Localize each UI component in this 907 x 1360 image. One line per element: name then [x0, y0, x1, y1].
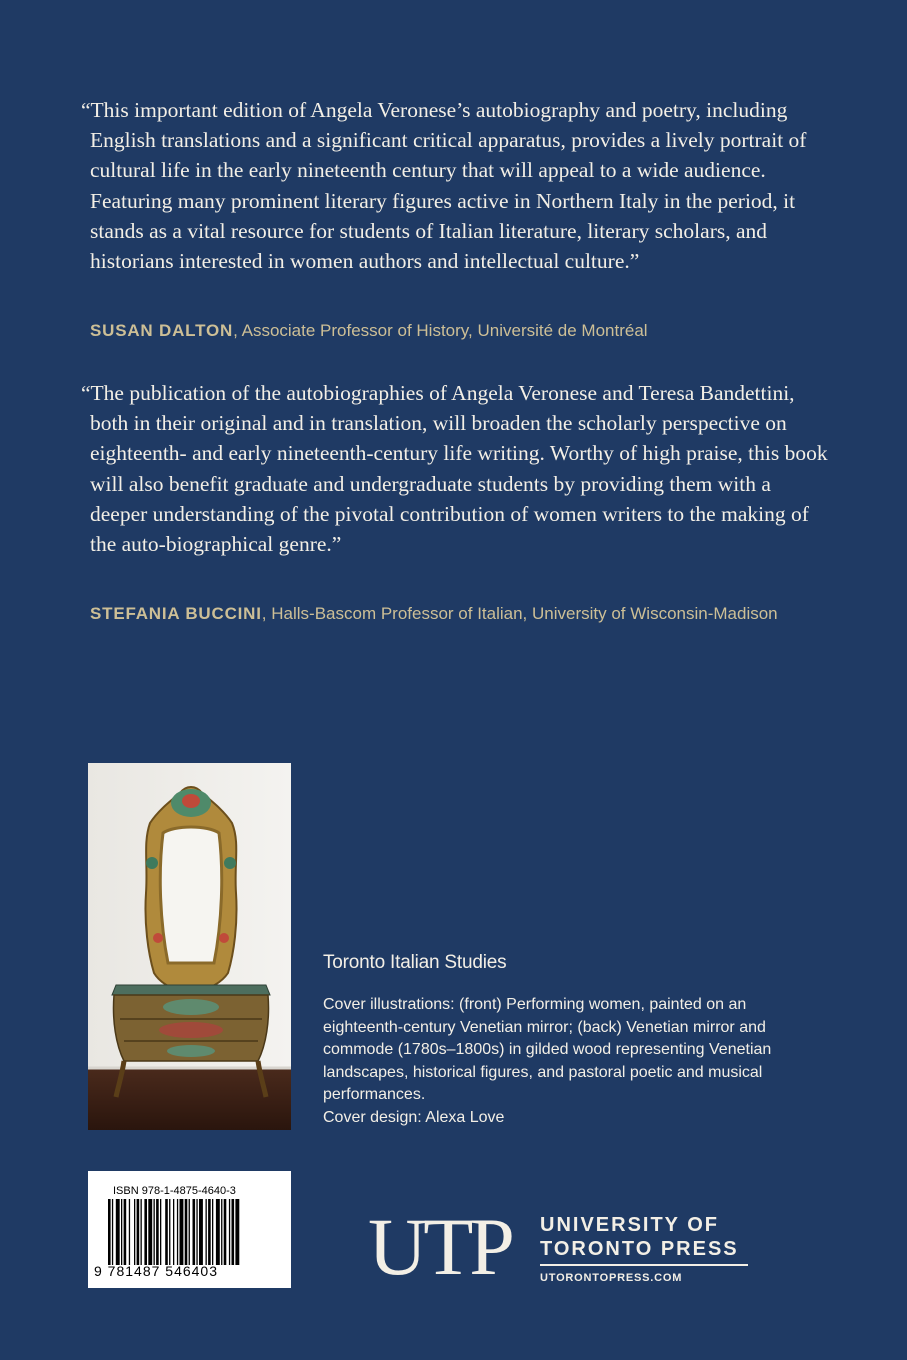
barcode-bar [185, 1199, 188, 1265]
barcode-bar [177, 1199, 178, 1265]
barcode-bar [173, 1199, 174, 1265]
barcode-bar [216, 1199, 220, 1265]
barcode-bar [121, 1199, 122, 1265]
barcode-bar [208, 1199, 211, 1265]
cover-credits [323, 994, 793, 1130]
barcode-bar [154, 1199, 155, 1265]
barcode-bar [199, 1199, 203, 1265]
barcode-bar [137, 1199, 140, 1265]
barcode-bar [189, 1199, 190, 1265]
barcode-bar [229, 1199, 230, 1265]
barcode-bar [196, 1199, 197, 1265]
cover-illustrations-credit: Cover illustrations: (front) Performing women, painted on an eighteenth-century Venetian mirror; (back) Venetian mirror and commode (1780s–1800s) in gilded wood representing Venetian landscapes, historical figures, and pastoral poetic and musical performances. [323, 996, 772, 1104]
series-title: Toronto Italian Studies [323, 952, 507, 973]
barcode-bar [156, 1199, 159, 1265]
barcode-icon [106, 1199, 278, 1265]
publisher-rule [540, 1264, 748, 1266]
barcode-bar [112, 1199, 113, 1265]
barcode-bar [165, 1199, 168, 1265]
barcode-bar [144, 1199, 147, 1265]
utp-logo: UTP [368, 1201, 511, 1292]
barcode-bar [180, 1199, 184, 1265]
blurb-quote-2: “The publication of the autobiographies of Angela Veronese and Teresa Bandettini, both in their original and in translation, will broaden the scholarly perspective on eighteenth- and early nineteenth-century life writing. Worthy of high praise, this book will also benefit graduate and undergraduate students by providing them with a deeper understanding of the pivotal contribution of women writers to the making of the auto-biographical genre.” [81, 381, 828, 557]
barcode-bar [212, 1199, 213, 1265]
attribution-role-2: , Halls-Bascom Professor of Italian, University of Wisconsin-Madison [261, 604, 778, 623]
barcode-bar [134, 1199, 135, 1265]
cover-design-credit: Cover design: Alexa Love [323, 1108, 505, 1126]
barcode-bar [160, 1199, 161, 1265]
barcode-bar [224, 1199, 227, 1265]
attribution-name-2: STEFANIA BUCCINI [90, 604, 262, 623]
barcode-bar [108, 1199, 111, 1265]
barcode-bar [206, 1199, 207, 1265]
publisher-name-line-2: TORONTO PRESS [540, 1238, 739, 1260]
publisher-url: UTORONTOPRESS.COM [540, 1272, 683, 1284]
blurb-quote-1: “This important edition of Angela Veronese’s autobiography and poetry, including English translations and a significant critical apparatus, provides a lively portrait of cultural life in the early nineteenth century that will appeal to a wide audience. Featuring many prominent literary figures active in Northern Italy in the period, it stands as a vital resource for students of Italian literature, literary scholars, and historians interested in women authors and intellectual culture.” [81, 98, 807, 274]
barcode-bar [235, 1199, 239, 1265]
mirror-commode-photo [88, 763, 291, 1130]
publisher-name-line-1: UNIVERSITY OF [540, 1214, 719, 1236]
barcode-bar [124, 1199, 127, 1265]
barcode-bar [148, 1199, 152, 1265]
barcode-bar [129, 1199, 130, 1265]
barcode-number: 9 781487 546403 [94, 1263, 218, 1279]
isbn-label: ISBN 978-1-4875-4640-3 [113, 1185, 236, 1197]
blurb-attribution-2 [90, 604, 850, 624]
barcode-bar [141, 1199, 142, 1265]
blurb-attribution-1 [90, 321, 850, 341]
barcode-bar [193, 1199, 196, 1265]
attribution-role-1: , Associate Professor of History, Université de Montréal [233, 321, 648, 340]
barcode-bar [116, 1199, 120, 1265]
barcode-bar [221, 1199, 222, 1265]
barcode-bar [232, 1199, 235, 1265]
barcode-bar [169, 1199, 170, 1265]
attribution-name-1: SUSAN DALTON [90, 321, 234, 340]
